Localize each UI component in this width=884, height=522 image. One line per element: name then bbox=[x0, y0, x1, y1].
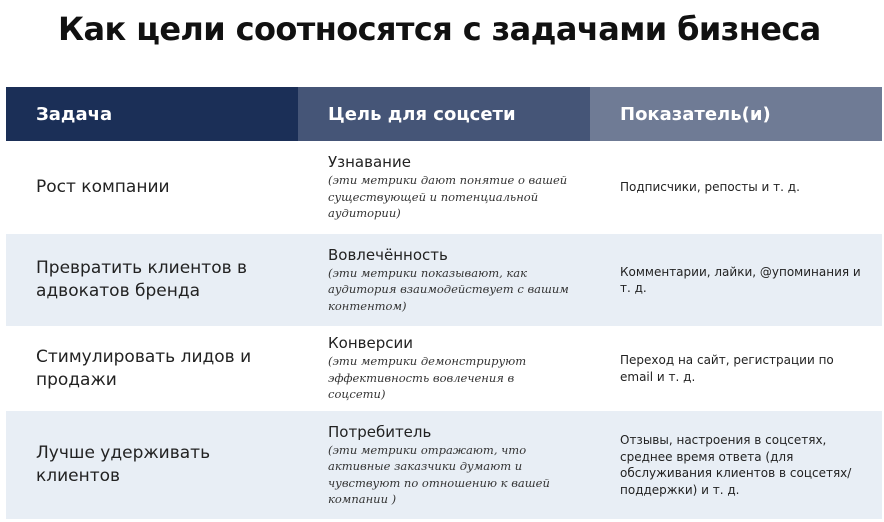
goal-note: (эти метрики дают понятие о вашей существующей и потенциальной аудитории) bbox=[328, 173, 568, 221]
goal-note: (эти метрики демонстрируют эффективность вовлечения в соцсети) bbox=[328, 354, 527, 402]
goal-cell bbox=[298, 234, 590, 326]
metrics-cell bbox=[590, 234, 882, 326]
header-metrics: Показатель(и) bbox=[590, 87, 882, 141]
table-row bbox=[6, 411, 882, 519]
goals-table bbox=[6, 87, 882, 519]
task-text: Рост компании bbox=[36, 177, 170, 197]
table-header-row bbox=[6, 87, 882, 141]
header-social-goal: Цель для соцсети bbox=[298, 87, 590, 141]
task-cell bbox=[6, 326, 298, 411]
task-cell bbox=[6, 411, 298, 519]
header-task: Задача bbox=[6, 87, 298, 141]
task-text: Превратить клиентов в адвокатов бренда bbox=[36, 258, 248, 301]
table-row bbox=[6, 234, 882, 326]
goal-note: (эти метрики показывают, как аудитория взаимодействует с вашим контентом) bbox=[328, 265, 569, 313]
task-cell bbox=[6, 234, 298, 326]
goal-cell bbox=[298, 326, 590, 411]
goal-name: Конверсии bbox=[328, 334, 413, 353]
goal-cell bbox=[298, 141, 590, 234]
task-text: Стимулировать лидов и продажи bbox=[36, 346, 252, 390]
task-cell bbox=[6, 141, 298, 234]
table-row bbox=[6, 326, 882, 411]
metrics-text: Комментарии, лайки, @упоминания и т. д. bbox=[620, 264, 861, 295]
goal-name: Вовлечённость bbox=[328, 245, 448, 264]
goal-cell bbox=[298, 411, 590, 519]
metrics-cell bbox=[590, 326, 882, 411]
metrics-text: Подписчики, репосты и т. д. bbox=[620, 180, 800, 195]
page-title: Как цели соотносятся с задачами бизнеса bbox=[58, 10, 821, 48]
goal-note: (эти метрики отражают, что активные заказчики думают и чувствуют по отношению к вашей компании ) bbox=[328, 442, 550, 506]
metrics-cell bbox=[590, 141, 882, 234]
task-text: Лучше удерживать клиентов bbox=[36, 443, 211, 486]
metrics-text: Переход на сайт, регистрации по email и т. д. bbox=[620, 353, 834, 384]
goal-name: Узнавание bbox=[328, 153, 411, 172]
metrics-text: Отзывы, настроения в соцсетях, среднее время ответа (для обслуживания клиентов в соцсетях/поддержки) и т. д. bbox=[620, 433, 852, 497]
table-row bbox=[6, 141, 882, 234]
goal-name: Потребитель bbox=[328, 422, 432, 441]
metrics-cell bbox=[590, 411, 882, 519]
